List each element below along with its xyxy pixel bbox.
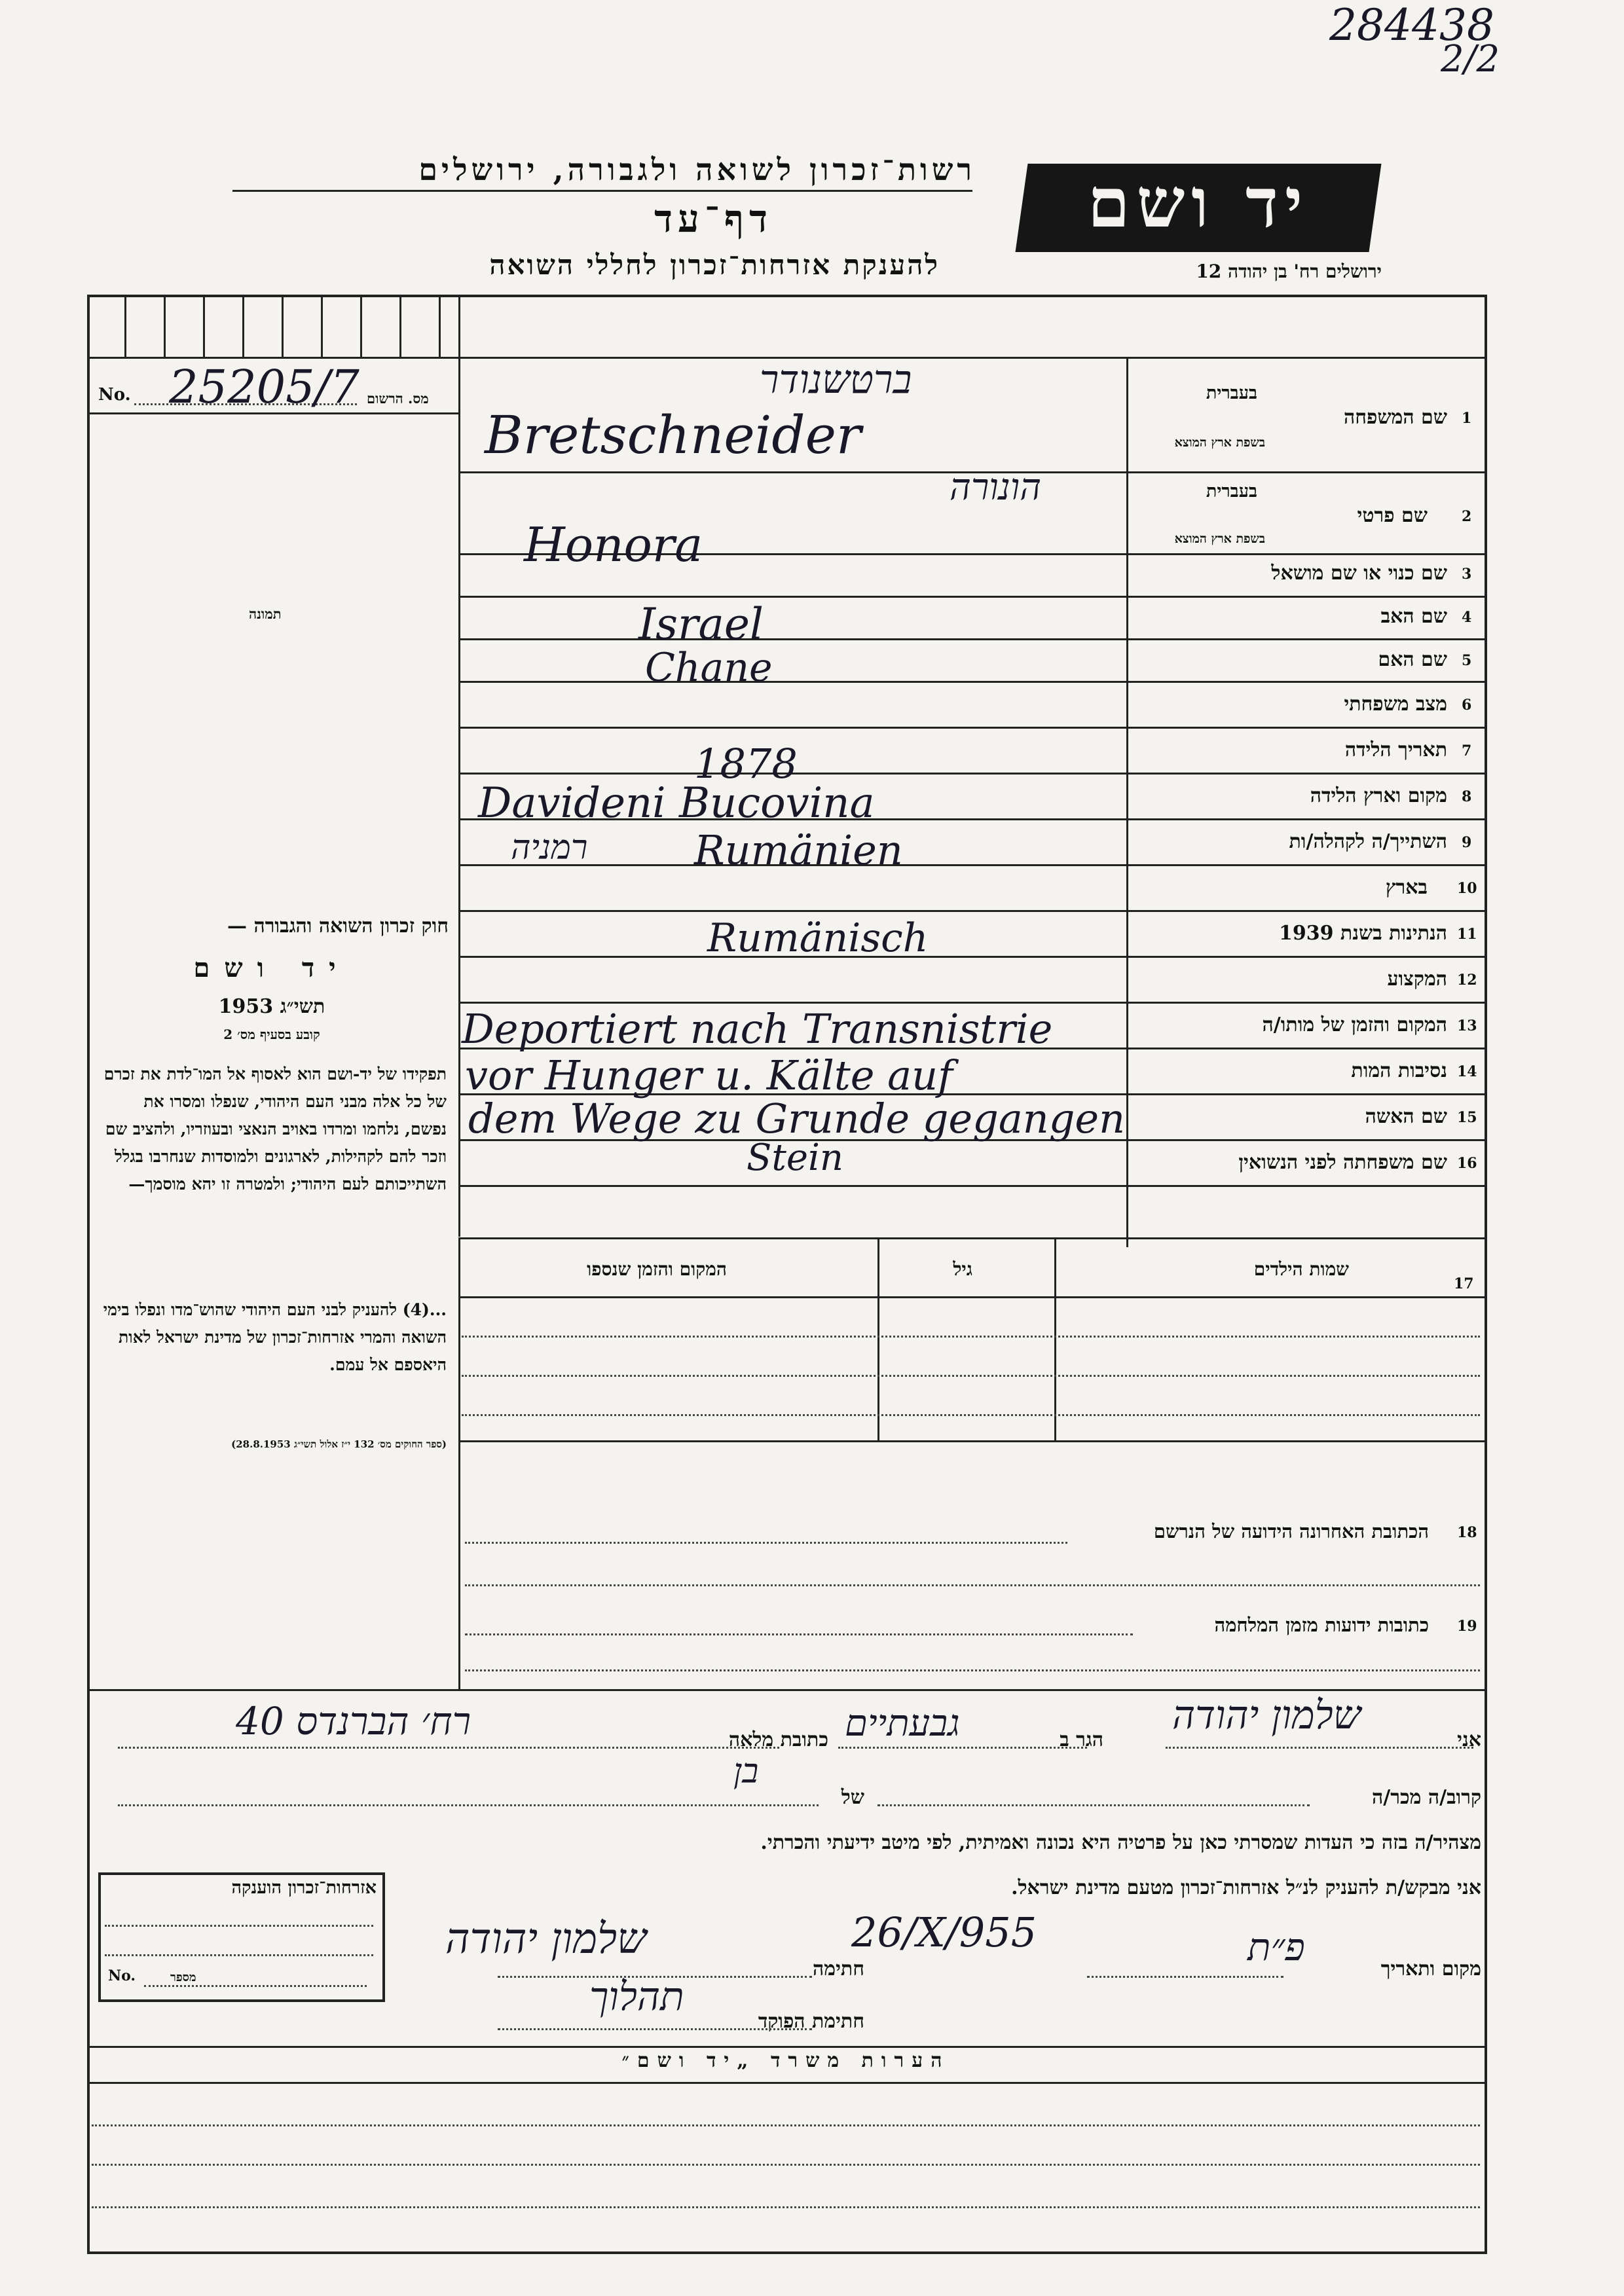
declarant-resides-label: הגר ב: [1060, 1728, 1103, 1751]
field-14-value: vor Hunger u. Kälte auf: [465, 1051, 953, 1099]
field-9-hebrew-value: רמניה: [511, 828, 588, 867]
field-18-label: הכתובת האחרונה הידועה של הנרשם: [1153, 1520, 1429, 1542]
field-2-hebrew-value: הונורה: [950, 466, 1041, 509]
field-6-label: מצב משפחתי: [1344, 693, 1447, 716]
photo-label: תמונה: [249, 606, 282, 622]
field-18-number: 18: [1457, 1524, 1477, 1541]
field-3-label: שם כנוי או שם מושאל: [1271, 562, 1447, 585]
place-value: פ״ת: [1247, 1925, 1305, 1969]
field-13-number: 13: [1457, 1017, 1477, 1034]
field-10-number: 10: [1457, 880, 1477, 897]
field-9-number: 9: [1462, 834, 1472, 851]
field-1-sub-origin: בשפת ארץ המוצא: [1174, 435, 1265, 450]
field-13-value: Deportiert nach Transnistrie: [462, 1005, 1053, 1053]
children-col-place: המקום והזמן שנספו: [587, 1258, 727, 1280]
field-9-label: השתייך/ה לקהלה/ות: [1289, 830, 1447, 853]
of-value: בן: [733, 1752, 759, 1791]
law-title: חוק זכרון השואה והגבורה —: [227, 915, 449, 938]
field-7-number: 7: [1462, 742, 1472, 759]
signature-label: חתימה: [813, 1958, 864, 1980]
citizenship-number-label: מספר: [170, 1971, 196, 1984]
registration-no-label: No.: [98, 385, 131, 405]
children-col-names: שמות הילדים: [1253, 1258, 1349, 1280]
authority-name: רשות־זכרון לשואה ולגבורה, ירושלים: [418, 152, 976, 187]
request-text: אני מבקש/ת להעניק לנ״ל אזרחות־זכרון מטעם מדינת ישראל.: [1011, 1876, 1481, 1899]
citizenship-box-title: אזרחות־זכרון הוענקה: [231, 1878, 377, 1898]
citizenship-no-label: No.: [108, 1967, 136, 1984]
field-15-value: dem Wege zu Grunde gegangen: [468, 1095, 1126, 1142]
field-9-value: Rumänien: [694, 826, 903, 874]
field-3-number: 3: [1462, 566, 1472, 583]
field-19-number: 19: [1457, 1618, 1477, 1635]
field-7-value: 1878: [694, 740, 798, 788]
field-1-label: שם המשפחה: [1343, 406, 1447, 429]
registration-label: מס. הרשום: [367, 390, 429, 407]
archive-sub-number: 2/2: [1441, 38, 1500, 81]
field-1-number: 1: [1462, 410, 1472, 427]
logo-address: ירושלים רח' בן יהודה 12: [1196, 261, 1382, 282]
officer-signature: תהלוך: [589, 1974, 684, 2020]
archive-number: 284438: [1329, 0, 1494, 50]
declarant-address-label: כתובת מלאה: [728, 1728, 828, 1751]
field-7-label: תאריך הלידה: [1344, 738, 1447, 761]
field-5-number: 5: [1462, 652, 1472, 669]
declarant-i-label: אני: [1457, 1728, 1481, 1751]
declaration-text: מצהיר/ה בזה כי העדות שמסרתי כאן על פרטיה היא נכונה ואמיתית, לפי מיטב ידיעתי והכרתי.: [760, 1831, 1481, 1854]
declarant-resides-value: גבעתיים: [845, 1702, 960, 1745]
field-13-label: המקום והזמן של מותו/ה: [1262, 1013, 1447, 1036]
declarant-name: שלמון יהודה: [1172, 1692, 1361, 1738]
label-column-border: [1126, 357, 1128, 1247]
field-12-label: המקצוע: [1387, 968, 1447, 991]
field-11-number: 11: [1457, 926, 1477, 943]
law-citation: (ספר החוקים מס׳ 132 י״ז אלול תשי״ג 28.8.1953): [231, 1438, 447, 1450]
authority-underline: [232, 190, 972, 192]
children-number: 17: [1454, 1275, 1474, 1292]
field-6-number: 6: [1462, 697, 1472, 714]
field-15-label: שם האשה: [1365, 1105, 1447, 1128]
form-title: דף־עד: [654, 196, 773, 241]
declarant-address-value: רח׳ הברנדס 40: [236, 1699, 471, 1743]
field-11-value: Rumänisch: [707, 915, 929, 961]
field-1-sub-hebrew: בעברית: [1206, 383, 1257, 403]
field-5-label: שם האם: [1378, 648, 1447, 671]
field-1-hebrew-value: ברטשנודר: [760, 357, 912, 403]
field-16-number: 16: [1457, 1155, 1477, 1172]
field-1-value: Bretschneider: [485, 405, 862, 465]
field-4-value: Israel: [638, 599, 764, 649]
law-section: קובע בסעיף מס׳ 2: [223, 1027, 320, 1042]
field-2-sub-hebrew: בעברית: [1206, 481, 1257, 501]
field-15-number: 15: [1457, 1109, 1477, 1126]
field-2-number: 2: [1462, 508, 1472, 525]
logo-text: יד ושם: [1087, 162, 1310, 243]
of-label: של: [841, 1786, 864, 1809]
field-14-label: נסיבות המות: [1351, 1059, 1447, 1082]
field-2-value: Honora: [524, 517, 703, 572]
field-10-label: בארץ: [1385, 876, 1428, 899]
field-11-label: הנתינות בשנת 1939: [1278, 922, 1447, 945]
declarant-signature: שלמון יהודה: [445, 1915, 647, 1963]
form-subtitle: להענקת אזרחות־זכרון לחללי השואה: [489, 249, 940, 281]
relative-label: קרוב/ה מכר/ה: [1372, 1786, 1481, 1809]
left-column-border: [458, 297, 460, 1237]
field-16-label: שם משפחתה לפני הנשואין: [1238, 1151, 1447, 1174]
field-19-label: כתובות ידועות מזמן המלחמה: [1214, 1614, 1429, 1636]
law-name: יד ושם: [193, 953, 350, 983]
officer-label: חתימת הפוקד: [758, 2010, 864, 2033]
date-value: 26/X/955: [851, 1908, 1037, 1956]
field-12-number: 12: [1457, 972, 1477, 989]
field-4-label: שם האב: [1380, 605, 1447, 628]
field-8-value: Davideni Bucovina: [478, 779, 875, 828]
field-2-sub-origin: בשפת ארץ המוצא: [1174, 532, 1265, 546]
field-4-number: 4: [1462, 609, 1472, 626]
field-8-label: מקום וארץ הלידה: [1310, 784, 1447, 807]
law-paragraph-1: תפקידו של יד-ושם הוא לאסוף אל המו־לדת את זכרם של כל אלה מבני העם היהודי, שנפלו ומסרו את נפשם, נלחמו ומרדו באויב הנאצי ובעוזריו, ולהציב שם וזכר להם לקהילות, לארגונים ולמוסדות שנחרבו בגלל השתייכותם לעם היהודי; ולמטרה זו יהא מוסמך—: [103, 1065, 447, 1194]
field-5-value: Chane: [645, 645, 773, 691]
law-paragraph-2: ...(4) להעניק לבני העם היהודי שהוש־מדו ונפלו בימי השואה והמרי אזרחות־זכרון של מדינת ישראל לאות היאספם אל עמם.: [103, 1300, 447, 1374]
field-2-label: שם פרטי: [1357, 504, 1428, 527]
place-date-label: מקום ותאריך: [1380, 1958, 1481, 1980]
remarks-title: הערות משרד „יד ושם״: [621, 2049, 950, 2072]
registration-no-value: 25205/7: [169, 360, 360, 414]
law-year: תשי״ג 1953: [218, 995, 325, 1018]
field-14-number: 14: [1457, 1063, 1477, 1080]
field-8-number: 8: [1462, 788, 1472, 805]
children-col-age: גיל: [953, 1258, 972, 1280]
field-16-value: Stein: [747, 1137, 843, 1179]
